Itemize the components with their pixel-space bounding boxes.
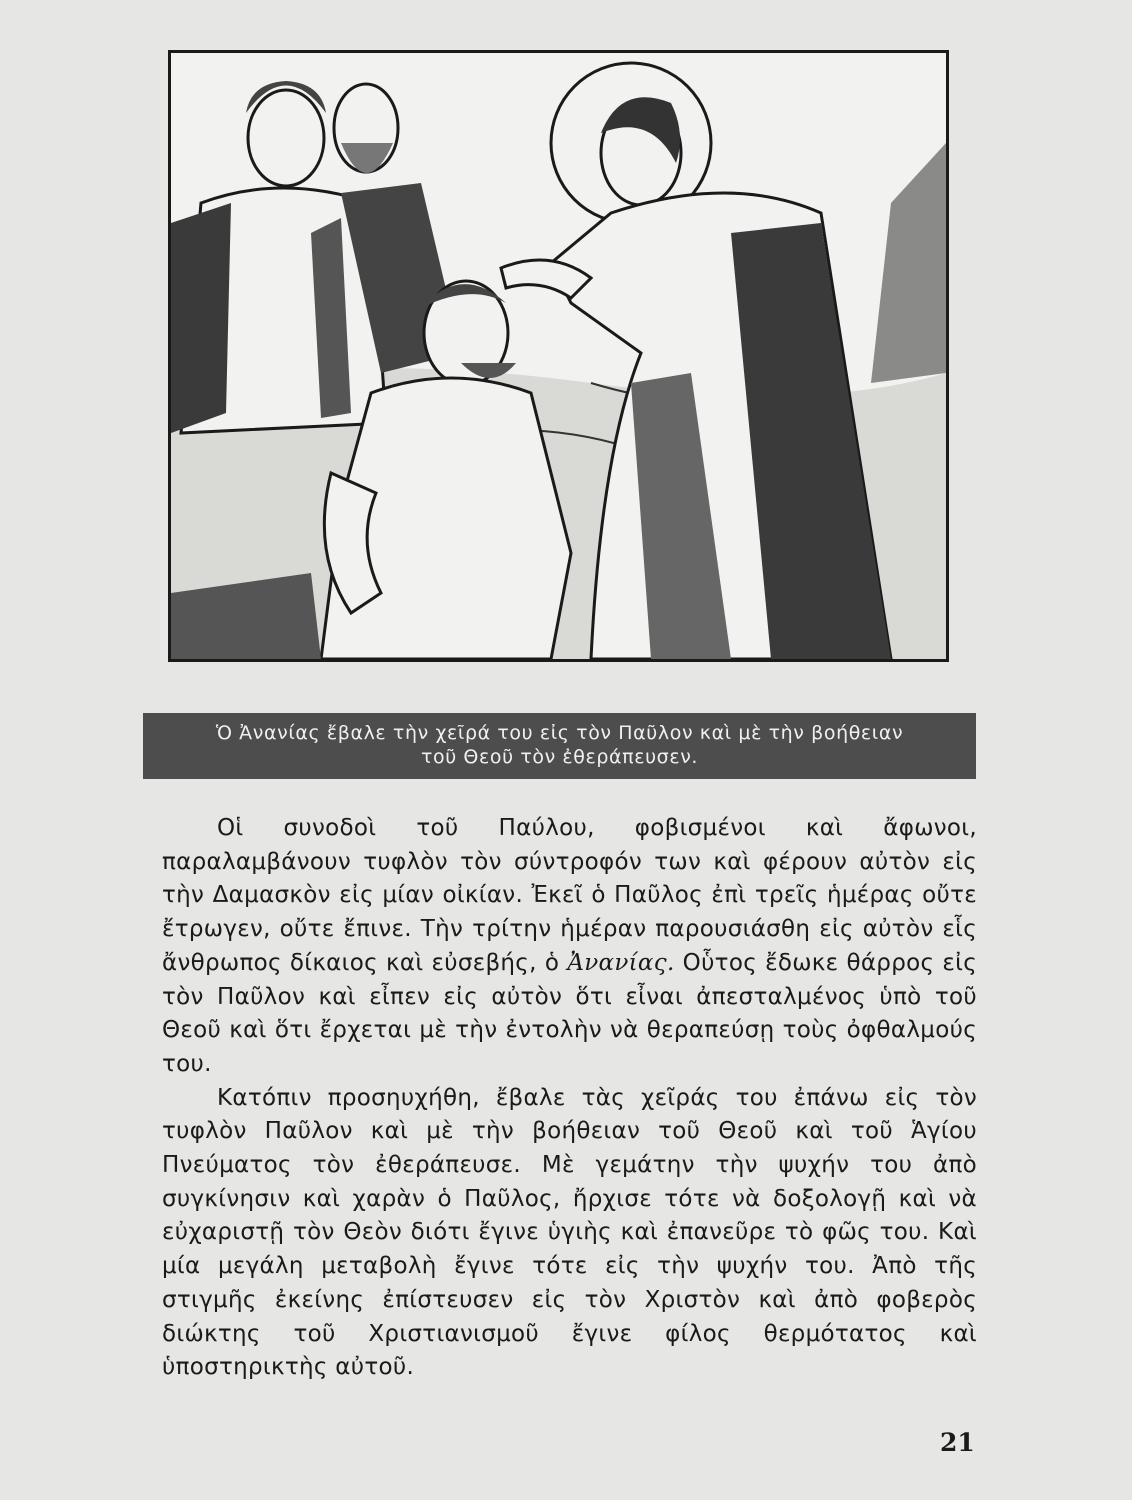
illustration-caption (143, 713, 976, 779)
paragraph-1 (162, 812, 977, 1082)
paragraph-1-text-b: Οὗτος ἔδωκε θάρρος εἰς τὸν Παῦλον καὶ εἶπεν εἰς αὐτὸν ὅτι εἶναι ἀπεσταλμένος ὑπὸ τοῦ Θεοῦ καὶ ὅτι ἔρχεται μὲ τὴν ἐντολὴν νὰ θεραπεύσῃ τοὺς ὀφθαλμούς του. (162, 949, 977, 1077)
illustration-drawing (171, 53, 946, 659)
paragraph-1-text-a: Οἱ συνοδοὶ τοῦ Παύλου, φοβισμένοι καὶ ἄφωνοι, παραλαμβάνουν τυφλὸν τὸν σύντροφόν των καὶ φέρουν αὐτὸν εἰς τὴν Δαμασκὸν εἰς μίαν οἰκίαν. Ἐκεῖ ὁ Παῦλος ἐπὶ τρεῖς ἡμέρας οὔτε ἔτρωγεν, οὔτε ἔπινε. Τὴν τρίτην ἡμέραν παρουσιάσθη εἰς αὐτὸν εἷς ἄνθρωπος δίκαιος καὶ εὐσεβής, ὁ (162, 815, 977, 976)
page-number: 21 (940, 1428, 975, 1457)
caption-line-2: τοῦ Θεοῦ τὸν ἐθεράπευσεν. (420, 746, 699, 768)
illustration (168, 50, 949, 662)
body-text (162, 812, 977, 1385)
caption-line-1: Ὁ Ἀνανίας ἔβαλε τὴν χεῖρά του εἰς τὸν Παῦλον καὶ μὲ τὴν βοήθειαν (215, 722, 904, 744)
name-ananias: Ἀνανίας. (567, 949, 675, 976)
paragraph-2: Κατόπιν προσηυχήθη, ἔβαλε τὰς χεῖράς του ἐπάνω εἰς τὸν τυφλὸν Παῦλον καὶ μὲ τὴν βοήθειαν τοῦ Θεοῦ καὶ τοῦ Ἁγίου Πνεύματος τὸν ἐθεράπευσε. Μὲ γεμάτην τὴν ψυχήν του ἀπὸ συγκίνησιν καὶ χαρὰν ὁ Παῦλος, ἤρχισε τότε νὰ δοξολογῇ καὶ νὰ εὐχαριστῇ τὸν Θεὸν διότι ἔγινε ὑγιὴς καὶ ἐπανεῦρε τὸ φῶς του. Καὶ μία μεγάλη μεταβολὴ ἔγινε τότε εἰς τὴν ψυχήν του. Ἀπὸ τῆς στιγμῆς ἐκείνης ἐπίστευσεν εἰς τὸν Χριστὸν καὶ ἀπὸ φοβερὸς διώκτης τοῦ Χριστιανισμοῦ ἔγινε φίλος θερμότατος καὶ ὑποστηρικτὴς αὐτοῦ. (162, 1084, 977, 1381)
rock-outcrop (871, 143, 946, 383)
